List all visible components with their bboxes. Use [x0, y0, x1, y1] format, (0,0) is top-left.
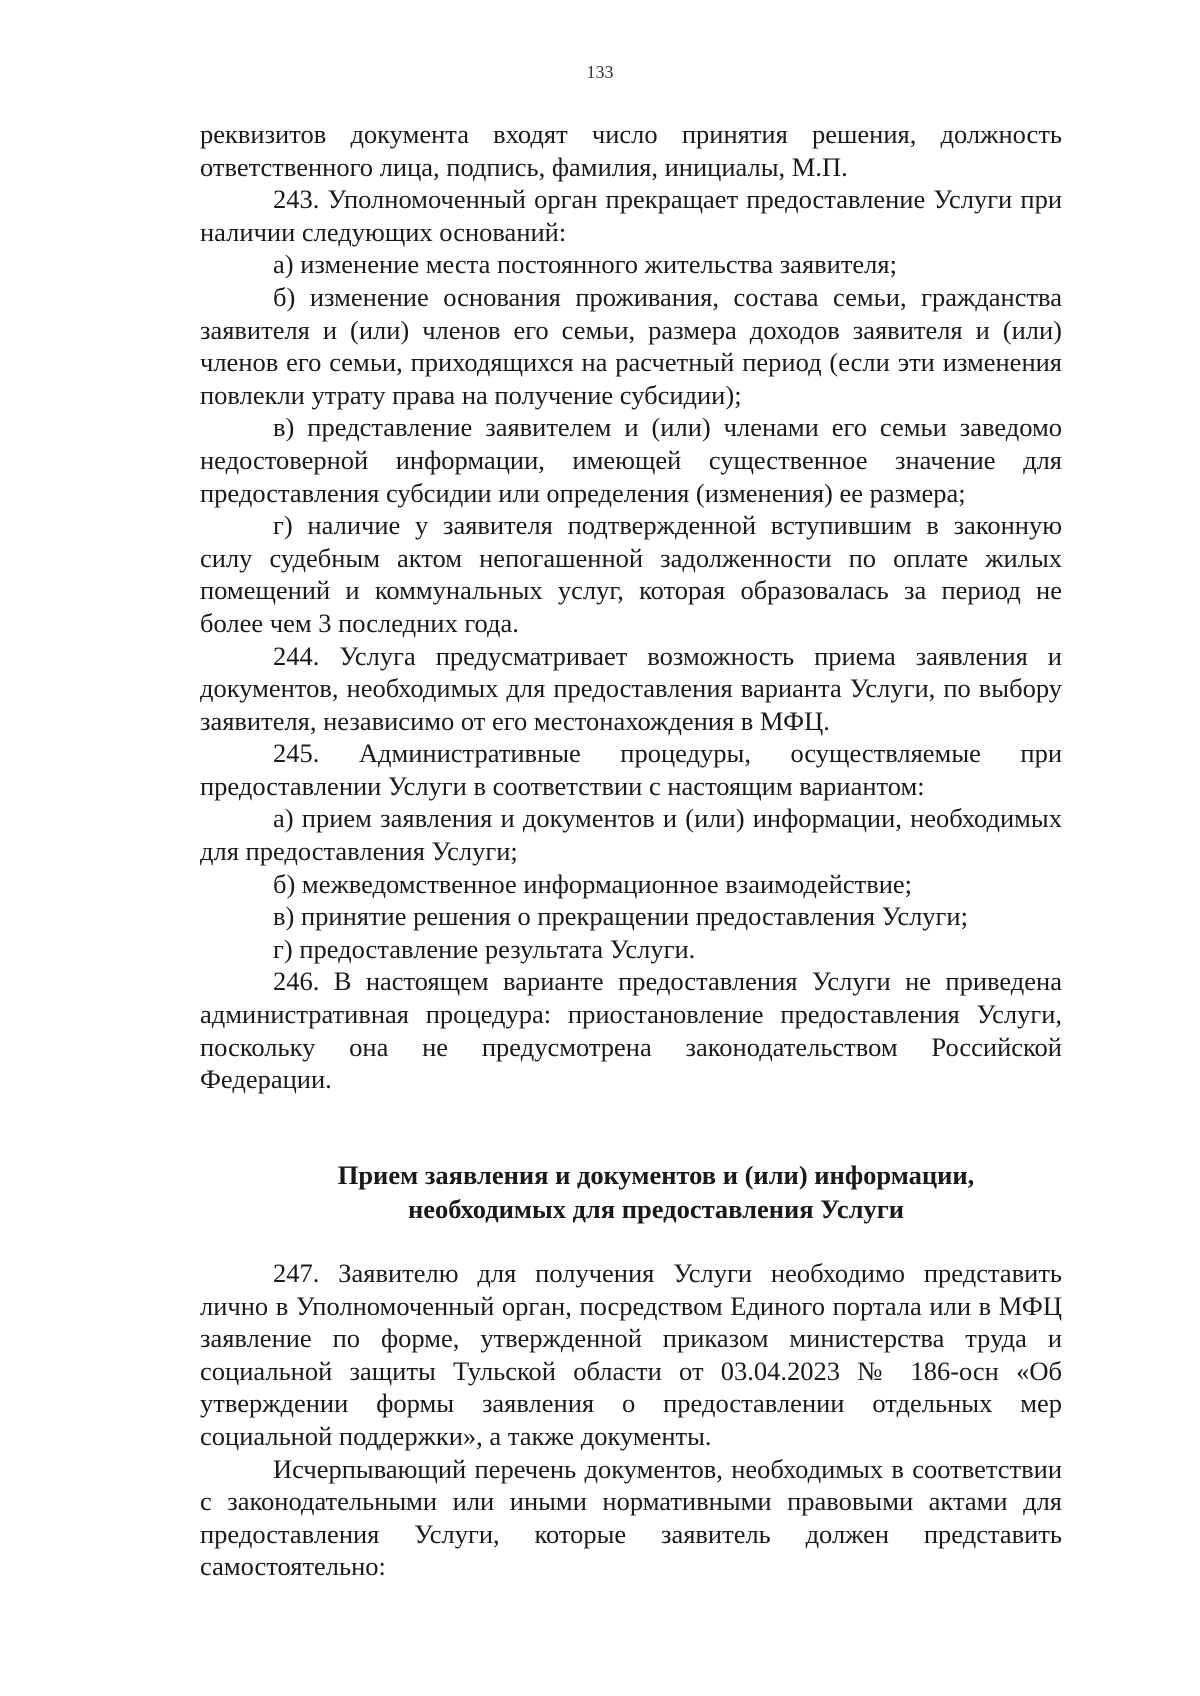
paragraph-continuation: реквизитов документа входят число принятия решения, должность ответственного лица, подпись, фамилия, инициалы, М.П.: [200, 119, 1062, 182]
paragraph-247: 247. Заявителю для получения Услуги необходимо представить лично в Уполномоченный орган, посредством Единого портала или в МФЦ заявление по форме, утвержденной приказом министерства труда и социальной защиты Тульской области от 03.04.2023 № 186-осн «Об утверждении формы заявления о предоставлении отдельных мер социальной поддержки», а также документы.: [200, 1258, 1062, 1451]
list-item-245-v: в) принятие решения о прекращении предоставления Услуги;: [273, 901, 968, 932]
list-item-245-b: б) межведомственное информационное взаимодействие;: [273, 868, 913, 899]
list-item-245-g: г) предоставление результата Услуги.: [273, 933, 696, 964]
paragraph-243: 243. Уполномоченный орган прекращает предоставление Услуги при наличии следующих оснований:: [200, 184, 1062, 247]
list-item-245-a: а) прием заявления и документов и (или) информации, необходимых для предоставления Услуги;: [200, 803, 1062, 867]
body-text-top: [200, 118, 1062, 1096]
body-text-bottom: [200, 1257, 1062, 1583]
list-item-243-v: в) представление заявителем и (или) членами его семьи заведомо недостоверной информации, имеющей существенное значение для предоставления субсидии или определения (изменения) ее размера;: [200, 412, 1062, 508]
paragraph-246: 246. В настоящем варианте предоставления Услуги не приведена административная процедура: приостановление предоставления Услуги, поскольку она не предусмотрена законодательством Российской Федерации.: [200, 966, 1062, 1095]
paragraph-244: 244. Услуга предусматривает возможность приема заявления и документов, необходимых для предоставления варианта Услуги, по выбору заявителя, независимо от его местонахождения в МФЦ.: [200, 640, 1062, 736]
list-item-243-a: а) изменение места постоянного жительства заявителя;: [273, 249, 897, 280]
section-heading-line-2: необходимых для предоставления Услуги: [407, 1194, 905, 1224]
page-number: 133: [586, 62, 614, 82]
list-item-243-b: б) изменение основания проживания, состава семьи, гражданства заявителя и (или) членов его семьи, размера доходов заявителя и (или) членов его семьи, приходящихся на расчетный период (если эти изменения повлекли утрату права на получение субсидии);: [200, 281, 1062, 410]
list-item-243-g: г) наличие у заявителя подтвержденной вступившим в законную силу судебным актом непогашенной задолженности по оплате жилых помещений и коммунальных услуг, которая образовалась за период не более чем 3 последних года.: [200, 510, 1062, 638]
section-heading: [200, 1158, 1062, 1226]
paragraph-245: 245. Административные процедуры, осуществляемые при предоставлении Услуги в соответствии с настоящим вариантом:: [200, 738, 1062, 801]
section-heading-line-1: Прием заявления и документов и (или) информации,: [337, 1160, 975, 1190]
paragraph-documents-list-intro: Исчерпывающий перечень документов, необходимых в соответствии с законодательными или иными нормативными правовыми актами для предоставления Услуги, которые заявитель должен представить самостоятельно:: [200, 1453, 1062, 1582]
